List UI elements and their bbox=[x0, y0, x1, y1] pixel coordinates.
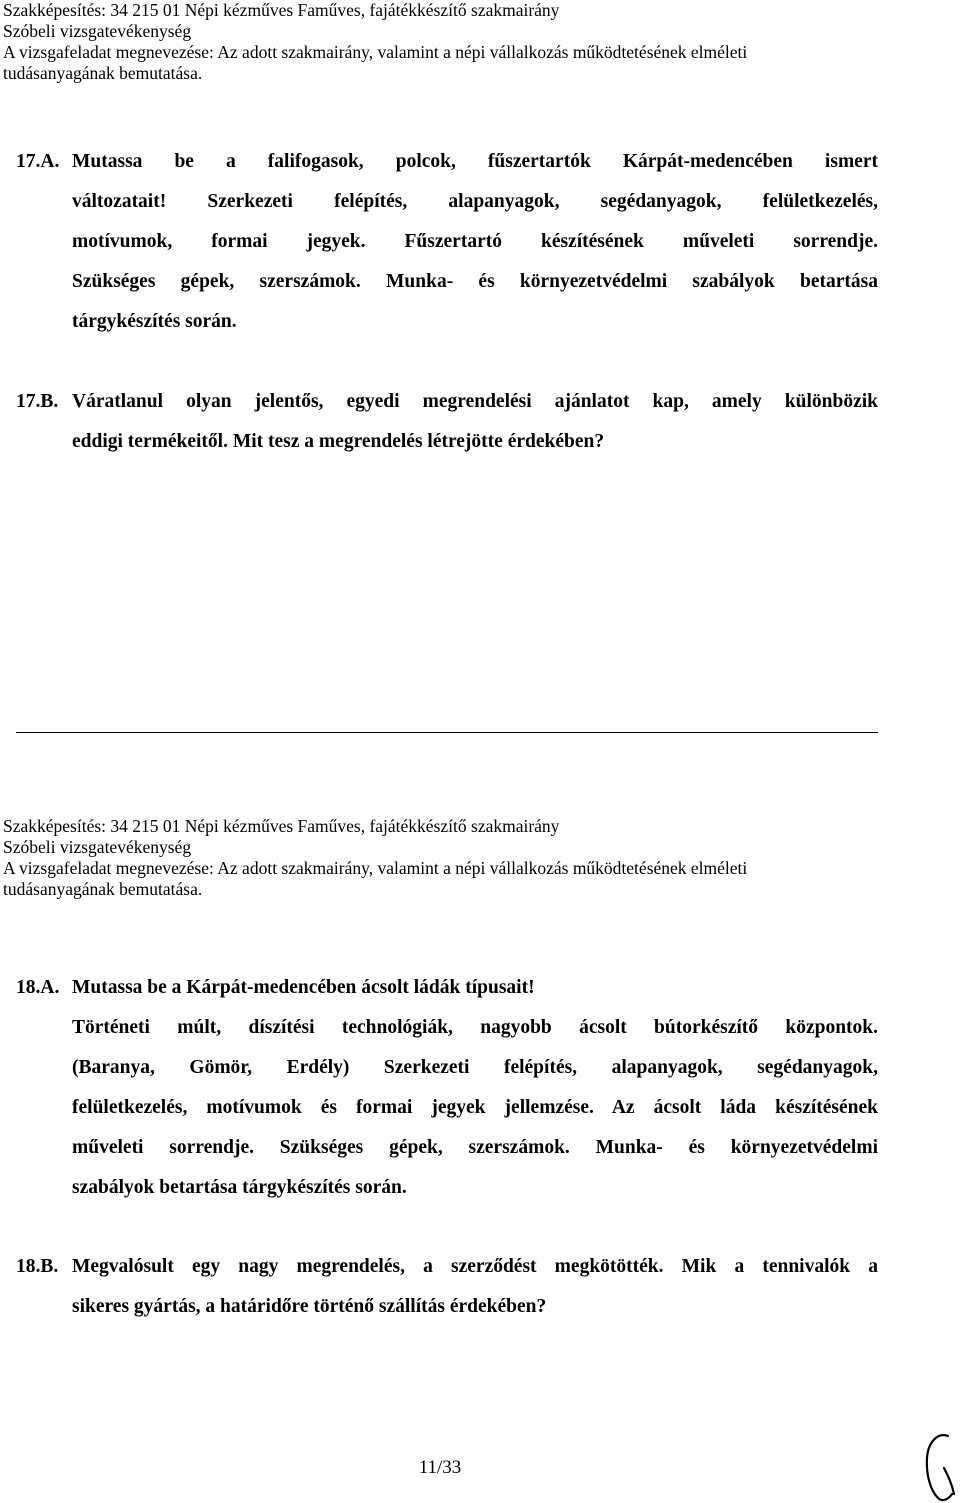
question-line bbox=[16, 142, 878, 182]
question-line bbox=[16, 222, 878, 262]
question-text: szabályok betartása tárgykészítés során. bbox=[72, 1177, 407, 1198]
question-text: Váratlanul olyan jelentős, egyedi megrendelési ajánlatot kap, amely különbözik bbox=[72, 391, 878, 412]
question-line bbox=[16, 302, 878, 342]
question-line bbox=[16, 968, 878, 1008]
question-number: 17.A. bbox=[16, 151, 60, 172]
question-number: 18.B. bbox=[16, 1256, 59, 1277]
question-text: sikeres gyártás, a határidőre történő szállítás érdekében? bbox=[72, 1296, 547, 1317]
header-task-name-cont: tudásanyagának bemutatása. bbox=[3, 63, 203, 83]
question-line bbox=[16, 1048, 878, 1088]
question-line bbox=[16, 1247, 878, 1287]
question-text: motívumok, formai jegyek. Fűszertartó készítésének műveleti sorrendje. bbox=[72, 231, 878, 252]
header-activity: Szóbeli vizsgatevékenység bbox=[3, 837, 192, 857]
question-line bbox=[16, 262, 878, 302]
question-text: Mutassa be a falifogasok, polcok, fűszertartók Kárpát-medencében ismert bbox=[72, 151, 878, 172]
page-header bbox=[3, 816, 903, 900]
question-line bbox=[16, 1168, 878, 1208]
question-line bbox=[16, 1088, 878, 1128]
question-17b bbox=[16, 382, 878, 462]
header-task-name-cont: tudásanyagának bemutatása. bbox=[3, 879, 203, 899]
signature-mark bbox=[918, 1428, 958, 1503]
header-task-name: A vizsgafeladat megnevezése: Az adott szakmairány, valamint a népi vállalkozás működtetésének elméleti bbox=[3, 42, 748, 62]
page-header bbox=[3, 0, 903, 84]
page-number: 11/33 bbox=[418, 1457, 462, 1478]
question-text: műveleti sorrendje. Szükséges gépek, szerszámok. Munka- és környezetvédelmi bbox=[72, 1137, 878, 1158]
question-text: Szükséges gépek, szerszámok. Munka- és környezetvédelmi szabályok betartása bbox=[72, 271, 878, 292]
question-text: tárgykészítés során. bbox=[72, 311, 237, 332]
question-line bbox=[16, 382, 878, 422]
question-line bbox=[16, 422, 878, 462]
question-line bbox=[16, 1287, 878, 1327]
question-text: Történeti múlt, díszítési technológiák, nagyobb ácsolt bútorkészítő központok. bbox=[72, 1017, 878, 1038]
header-task-name: A vizsgafeladat megnevezése: Az adott szakmairány, valamint a népi vállalkozás működtetésének elméleti bbox=[3, 858, 748, 878]
question-number: 17.B. bbox=[16, 391, 59, 412]
question-line bbox=[16, 1008, 878, 1048]
question-number: 18.A. bbox=[16, 977, 60, 998]
header-qualification: Szakképesítés: 34 215 01 Népi kézműves Faműves, fajátékkészítő szakmairány bbox=[3, 0, 560, 20]
question-text: Mutassa be a Kárpát-medencében ácsolt ládák típusait! bbox=[72, 977, 535, 998]
question-text: változatait! Szerkezeti felépítés, alapanyagok, segédanyagok, felületkezelés, bbox=[72, 191, 878, 212]
header-qualification: Szakképesítés: 34 215 01 Népi kézműves Faműves, fajátékkészítő szakmairány bbox=[3, 816, 560, 836]
question-text: felületkezelés, motívumok és formai jegyek jellemzése. Az ácsolt láda készítésének bbox=[72, 1097, 878, 1118]
question-18b bbox=[16, 1247, 878, 1327]
question-line bbox=[16, 182, 878, 222]
question-17a bbox=[16, 142, 878, 342]
header-activity: Szóbeli vizsgatevékenység bbox=[3, 21, 192, 41]
question-text: eddigi termékeitől. Mit tesz a megrendelés létrejötte érdekében? bbox=[72, 431, 605, 452]
question-text: (Baranya, Gömör, Erdély) Szerkezeti felépítés, alapanyagok, segédanyagok, bbox=[72, 1057, 878, 1078]
question-text: Megvalósult egy nagy megrendelés, a szerződést megkötötték. Mik a tennivalók a bbox=[72, 1256, 878, 1277]
question-18a bbox=[16, 968, 878, 1208]
question-line bbox=[16, 1128, 878, 1168]
page-separator bbox=[16, 732, 878, 733]
